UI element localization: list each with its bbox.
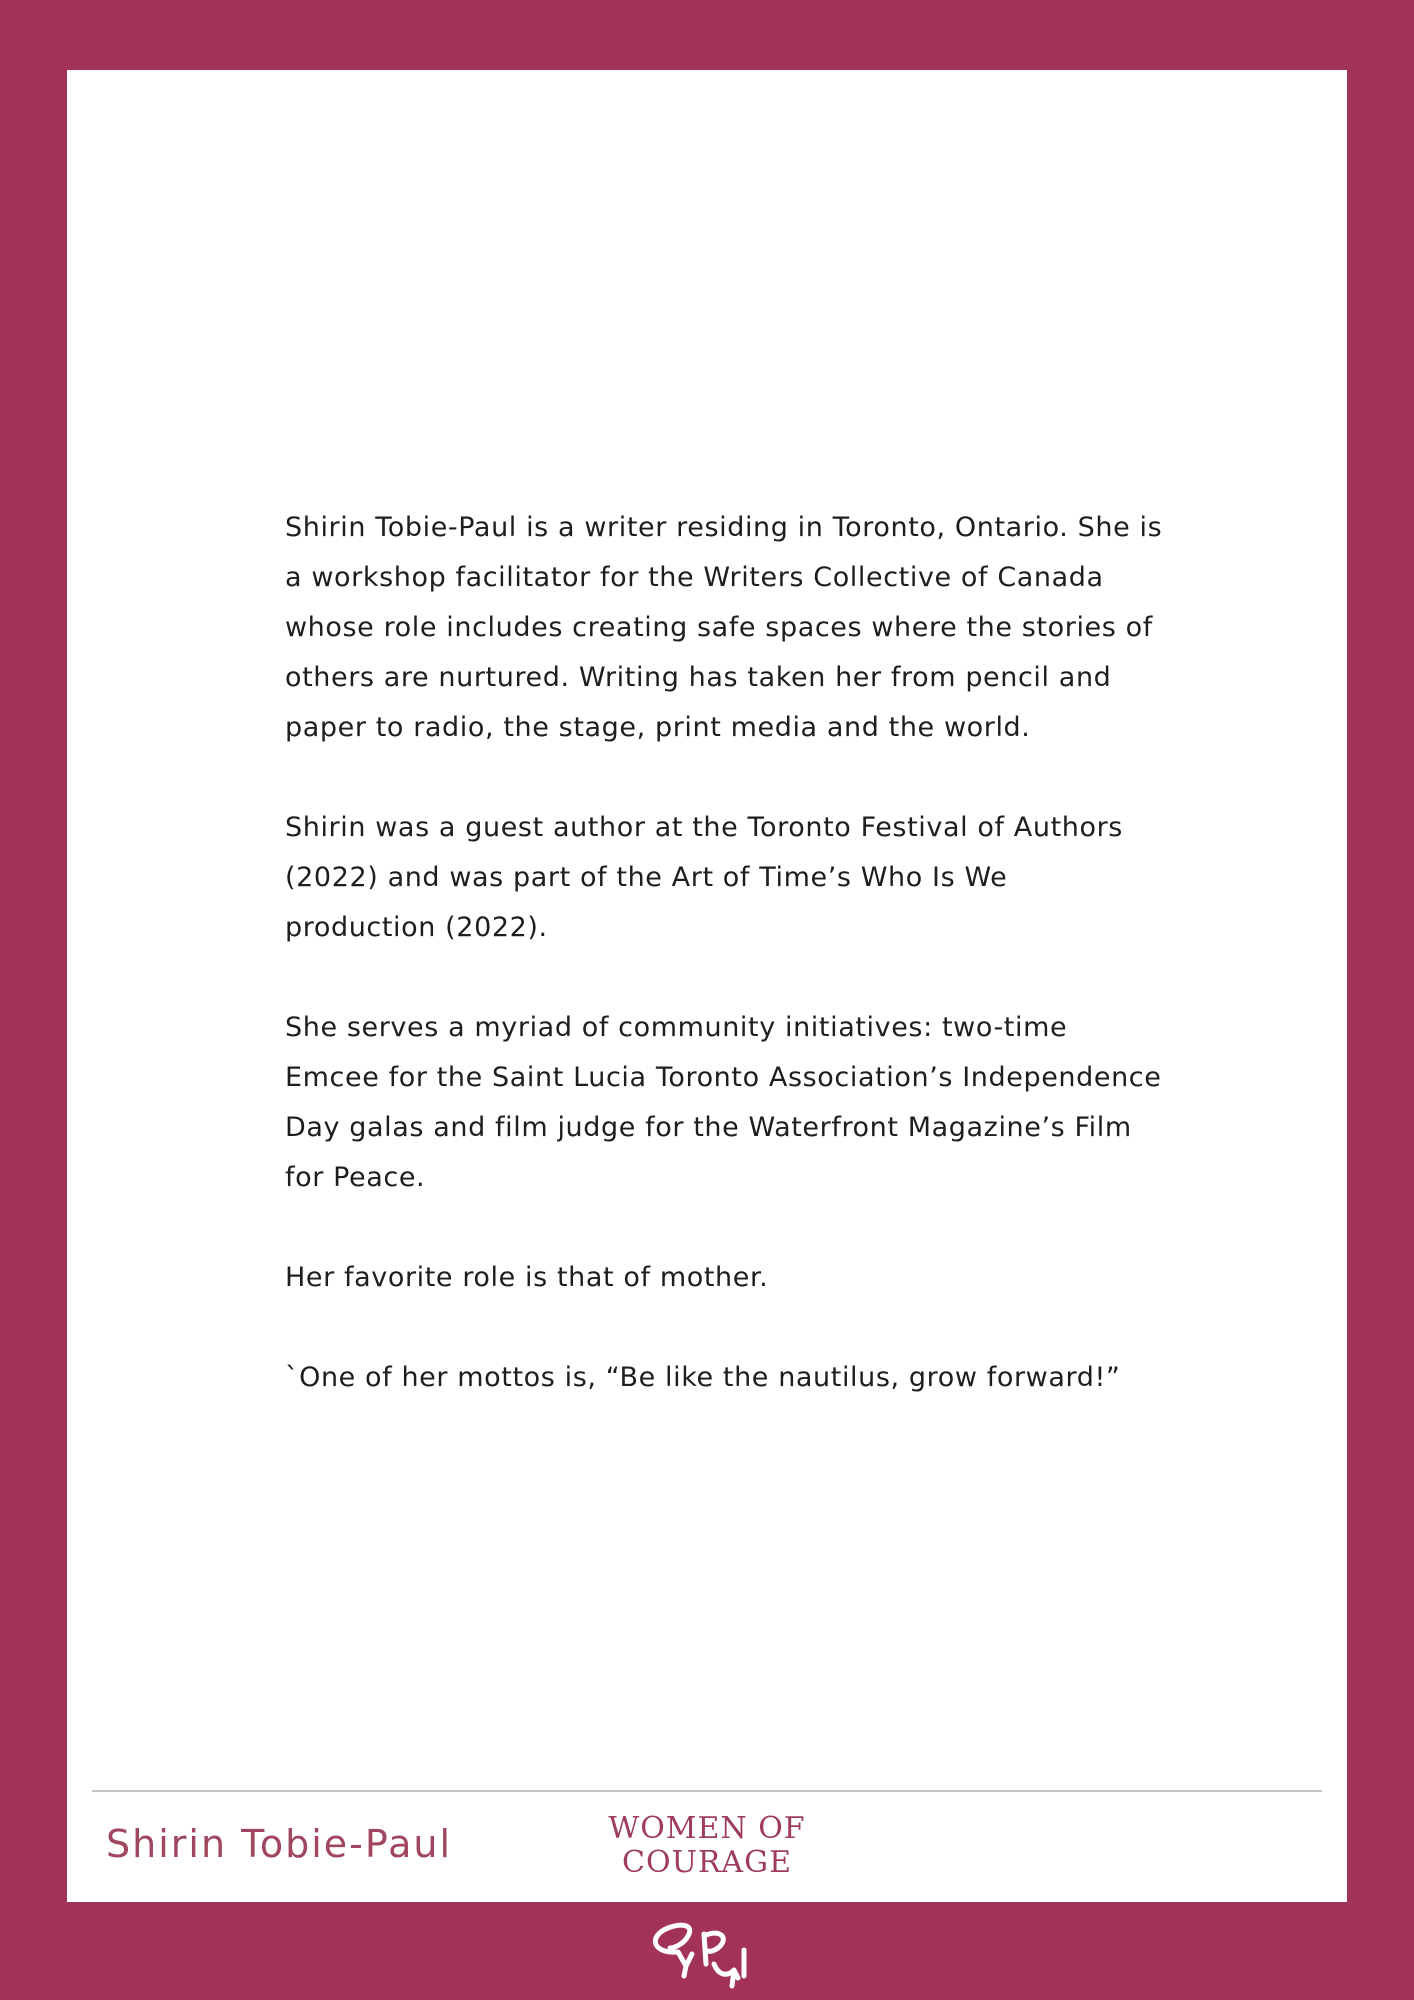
footer-author-name: Shirin Tobie-Paul	[106, 1822, 453, 1866]
bio-paragraph-1: Shirin Tobie-Paul is a writer residing in Toronto, Ontario. She is a workshop facilitator for the Writers Collective of Canada whose role includes creating safe spaces where the stories of others are nurtured. Writing has taken her from pencil and paper to radio, the stage, print media and the world.	[285, 512, 1163, 743]
bio-paragraph-4: Her favorite role is that of mother.	[285, 1262, 769, 1293]
logo-line-2: COURAGE	[622, 1845, 792, 1880]
bio-paragraph-2: Shirin was a guest author at the Toronto Festival of Authors (2022) and was part of the Art of Time’s Who Is We production (2022).	[285, 812, 1123, 943]
bio-paragraph-5: `One of her mottos is, “Be like the nautilus, grow forward!”	[285, 1362, 1121, 1393]
signature-logo-icon	[648, 1918, 766, 1990]
document-page	[67, 70, 1347, 1902]
women-of-courage-logo	[577, 1812, 837, 1880]
logo-line-1: WOMEN OF	[608, 1811, 806, 1846]
footer-divider	[92, 1790, 1322, 1792]
bio-text	[285, 503, 1165, 1403]
bio-paragraph-3: She serves a myriad of community initiatives: two-time Emcee for the Saint Lucia Toronto Association’s Independence Day galas and film judge for the Waterfront Magazine’s Film for Peace.	[285, 1012, 1162, 1193]
